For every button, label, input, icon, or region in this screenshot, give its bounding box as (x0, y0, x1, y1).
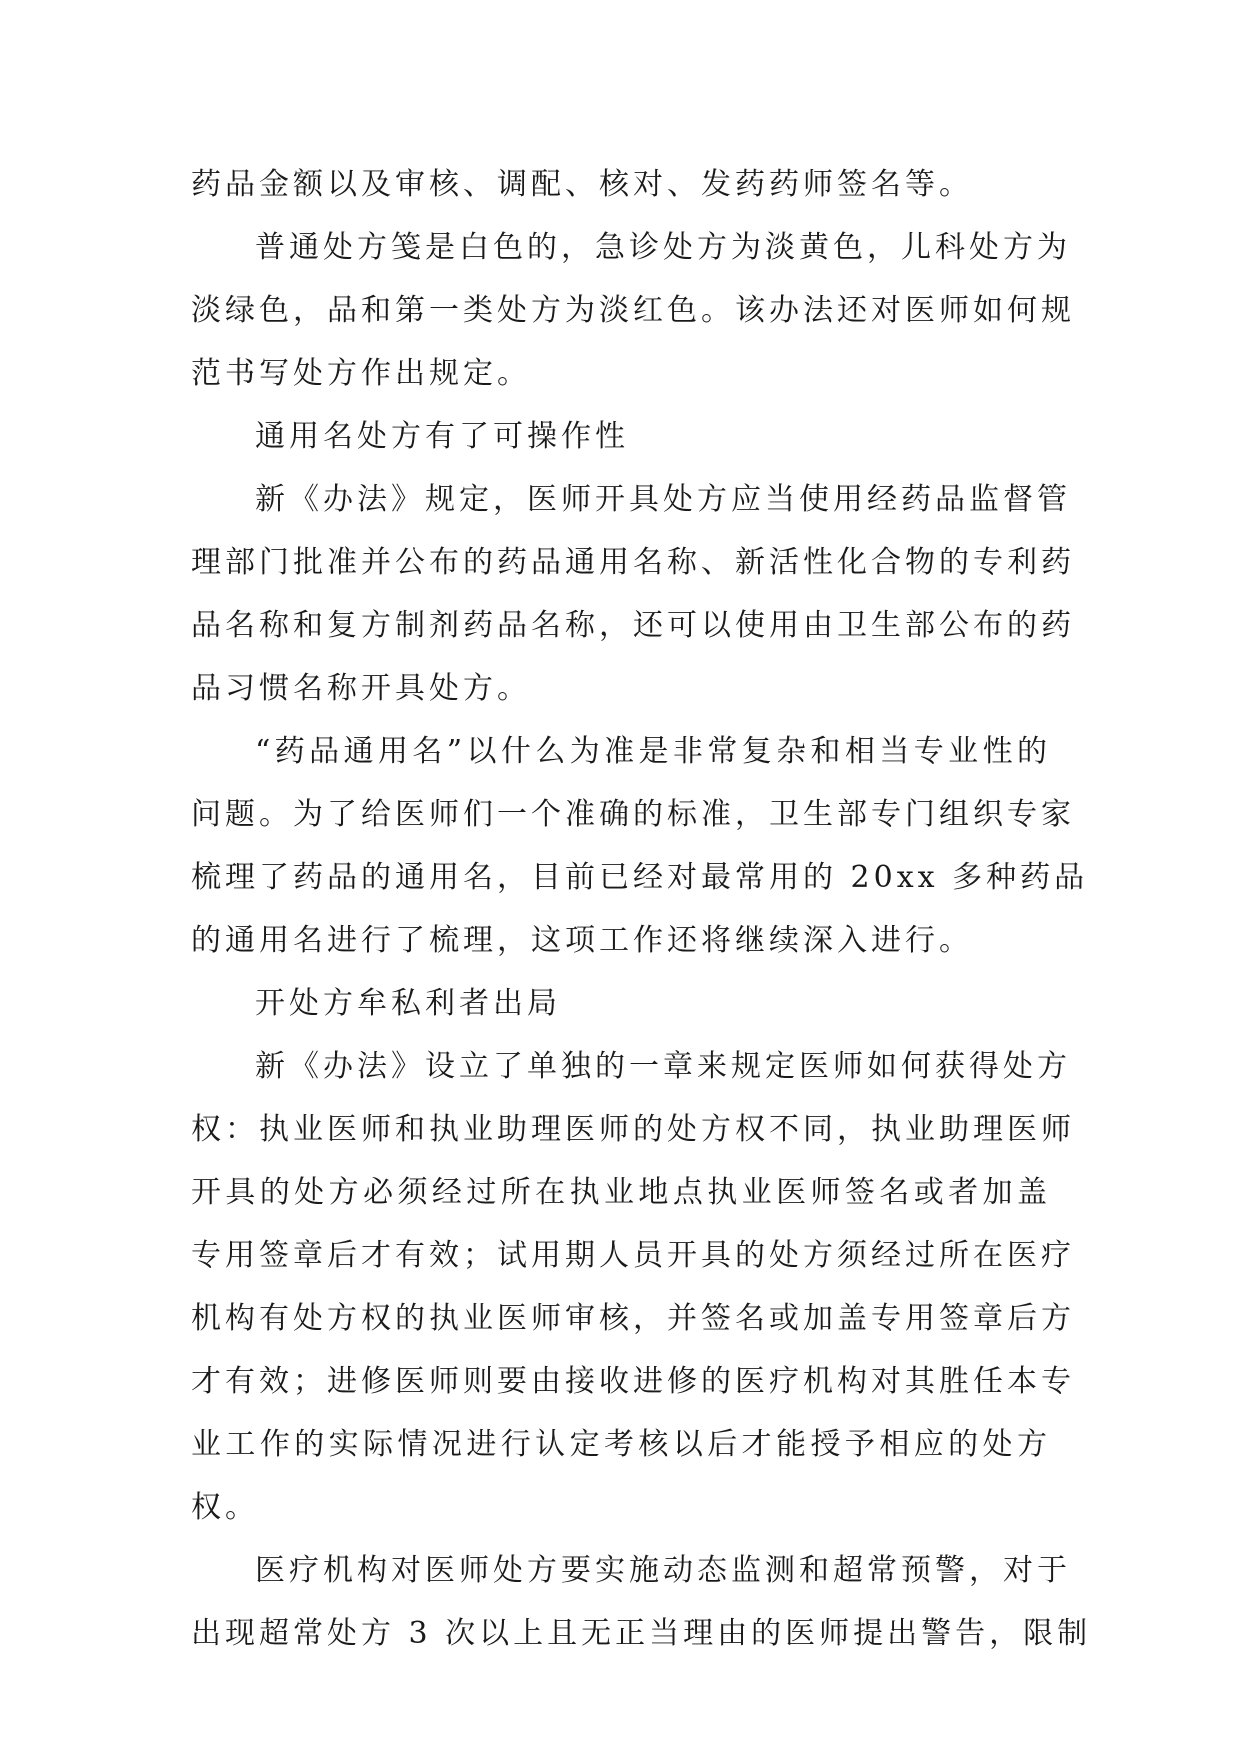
section-heading-generic-name (191, 405, 1051, 468)
text-line: 权。 (191, 1490, 259, 1525)
text-line: 才有效；进修医师则要由接收进修的医疗机构对其胜任本专 (191, 1364, 1075, 1399)
text-line: 开处方牟私利者出局 (255, 986, 561, 1021)
text-line: 理部门批准并公布的药品通用名称、新活性化合物的专利药 (191, 545, 1075, 580)
text-line: 专用签章后才有效；试用期人员开具的处方须经过所在医疗 (191, 1238, 1075, 1273)
text-line: 权：执业医师和执业助理医师的处方权不同，执业助理医师 (191, 1112, 1075, 1147)
text-line: “药品通用名”以什么为准是非常复杂和相当专业性的 (255, 734, 1051, 769)
text-line: 淡绿色，品和第一类处方为淡红色。该办法还对医师如何规 (191, 293, 1075, 328)
text-line: 新《办法》规定，医师开具处方应当使用经药品监督管 (255, 482, 1071, 517)
paragraph-4 (191, 720, 1089, 972)
paragraph-6 (191, 1539, 1092, 1665)
text-line: 品习惯名称开具处方。 (191, 671, 531, 706)
text-line: 开具的处方必须经过所在执业地点执业医师签名或者加盖 (191, 1175, 1051, 1210)
text-line: 品名称和复方制剂药品名称，还可以使用由卫生部公布的药 (191, 608, 1075, 643)
text-line: 通用名处方有了可操作性 (255, 419, 629, 454)
paragraph-1 (191, 153, 1051, 216)
text-line: 新《办法》设立了单独的一章来规定医师如何获得处方 (255, 1049, 1071, 1084)
text-line: 药品金额以及审核、调配、核对、发药药师签名等。 (191, 167, 973, 202)
text-line: 范书写处方作出规定。 (191, 356, 531, 391)
text-line: 机构有处方权的执业医师审核，并签名或加盖专用签章后方 (191, 1301, 1075, 1336)
text-line: 普通处方笺是白色的，急诊处方为淡黄色，儿科处方为 (255, 230, 1071, 265)
text-line: 问题。为了给医师们一个准确的标准，卫生部专门组织专家 (191, 797, 1075, 832)
text-line: 医疗机构对医师处方要实施动态监测和超常预警，对于 (255, 1553, 1071, 1588)
text-line: 的通用名进行了梳理，这项工作还将继续深入进行。 (191, 923, 973, 958)
paragraph-5 (191, 1035, 1075, 1539)
document-body (191, 153, 1092, 1665)
text-line: 业工作的实际情况进行认定考核以后才能授予相应的处方 (191, 1427, 1051, 1462)
text-line: 出现超常处方 3 次以上且无正当理由的医师提出警告，限制 (191, 1616, 1092, 1651)
paragraph-2 (191, 216, 1075, 405)
text-line: 梳理了药品的通用名，目前已经对最常用的 20xx 多种药品 (191, 860, 1089, 895)
section-heading-prescription-profit (191, 972, 1051, 1035)
paragraph-3 (191, 468, 1075, 720)
